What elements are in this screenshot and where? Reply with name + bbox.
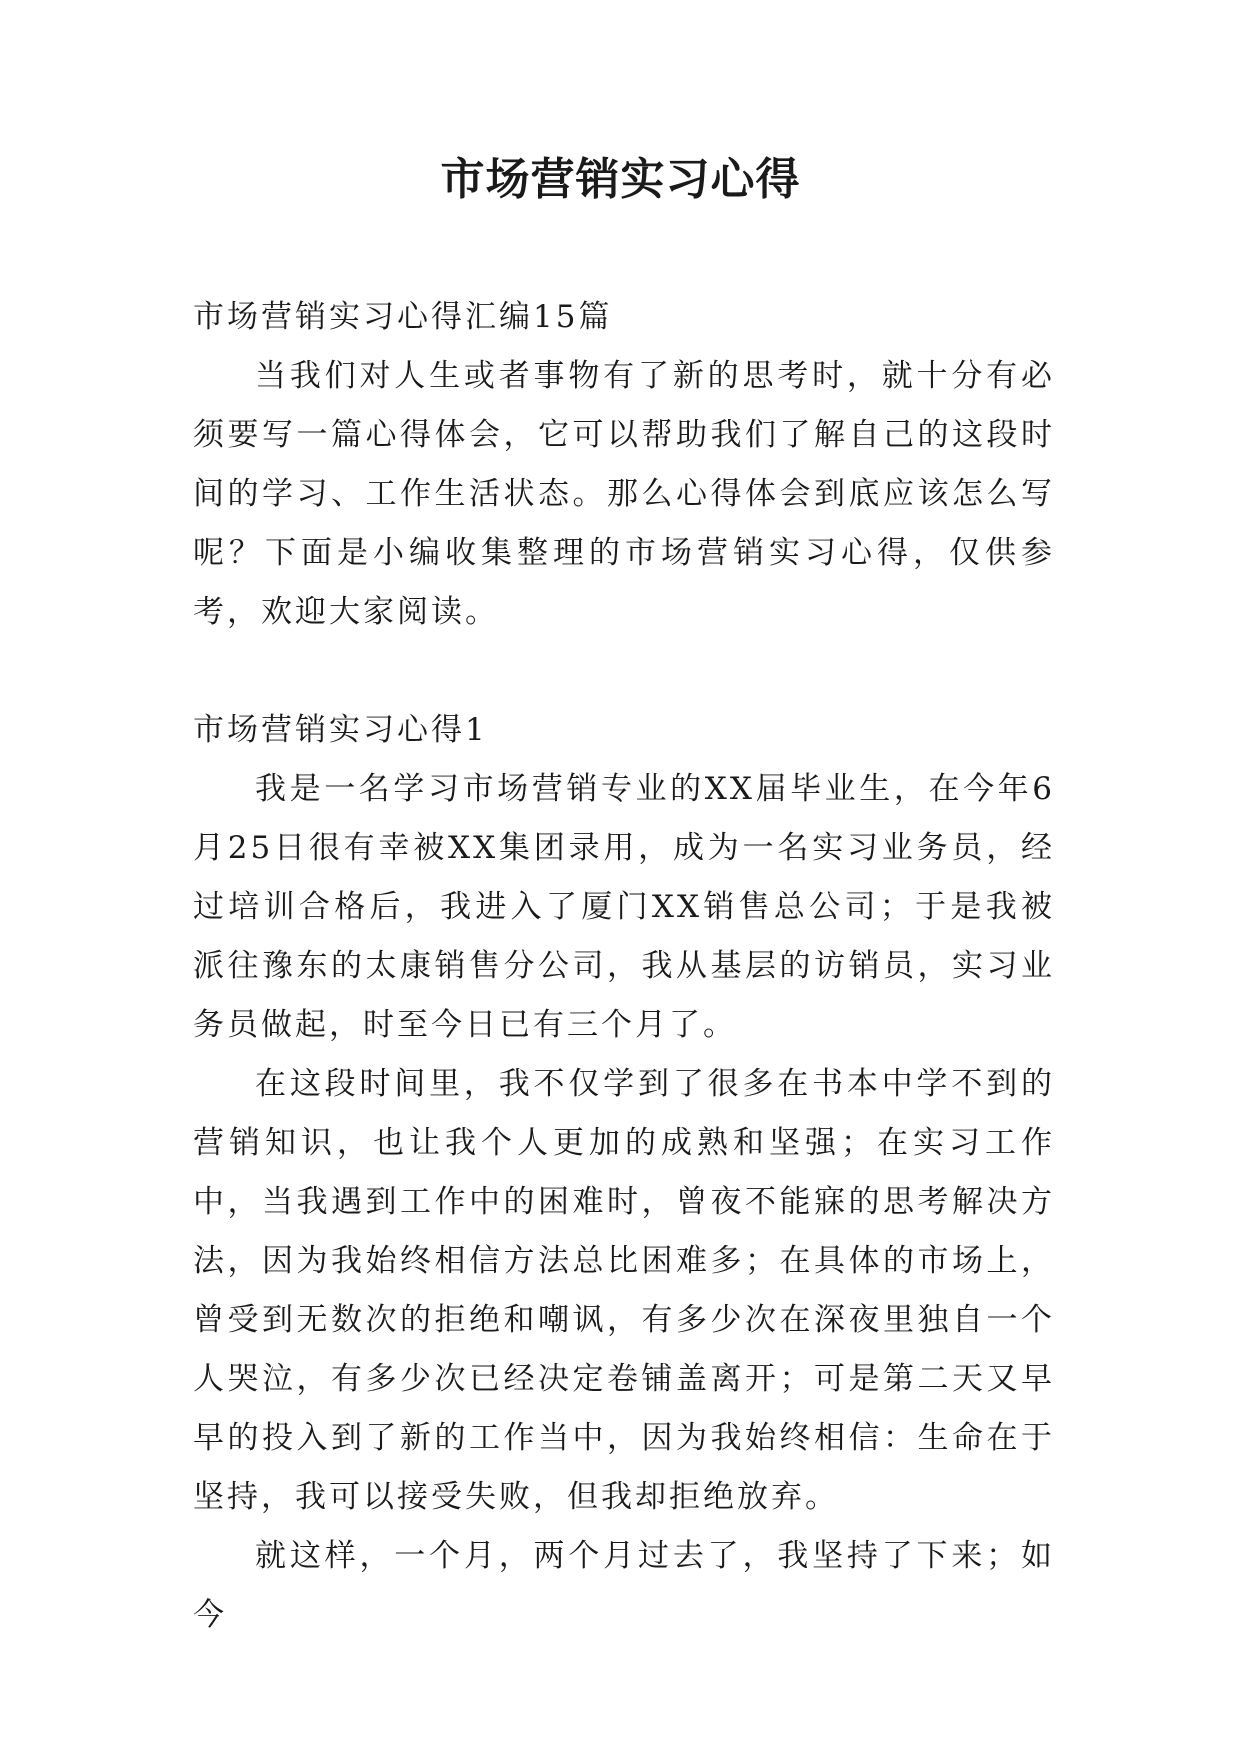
section-spacer (193, 642, 1055, 701)
page-title: 市场营销实习心得 (440, 154, 801, 205)
body-paragraph: 就这样，一个月，两个月过去了，我坚持了下来；如今 (193, 1538, 1055, 1633)
intro-paragraph: 当我们对人生或者事物有了新的思考时，就十分有必须要写一篇心得体会，它可以帮助我们了解自己的这段时间的学习、工作生活状态。那么心得体会到底应该怎么写呢？下面是小编收集整理的市场营销实习心得，仅供参考，欢迎大家阅读。 (193, 358, 1055, 630)
body-paragraph: 我是一名学习市场营销专业的XX届毕业生，在今年6月25日很有幸被XX集团录用，成为一名实习业务员，经过培训合格后，我进入了厦门XX销售总公司；于是我被派往豫东的太康销售分公司，我从基层的访销员，实习业务员做起，时至今日已有三个月了。 (193, 771, 1055, 1043)
section-heading: 市场营销实习心得1 (193, 712, 488, 748)
document-body (193, 288, 1055, 1645)
document-subtitle: 市场营销实习心得汇编15篇 (193, 299, 613, 335)
body-paragraph: 在这段时间里，我不仅学到了很多在书本中学不到的营销知识，也让我个人更加的成熟和坚强；在实习工作中，当我遇到工作中的困难时，曾夜不能寐的思考解决方法，因为我始终相信方法总比困难多；在具体的市场上，曾受到无数次的拒绝和嘲讽，有多少次在深夜里独自一个人哭泣，有多少次已经决定卷铺盖离开；可是第二天又早早的投入到了新的工作当中，因为我始终相信：生命在于坚持，我可以接受失败，但我却拒绝放弃。 (193, 1066, 1055, 1515)
